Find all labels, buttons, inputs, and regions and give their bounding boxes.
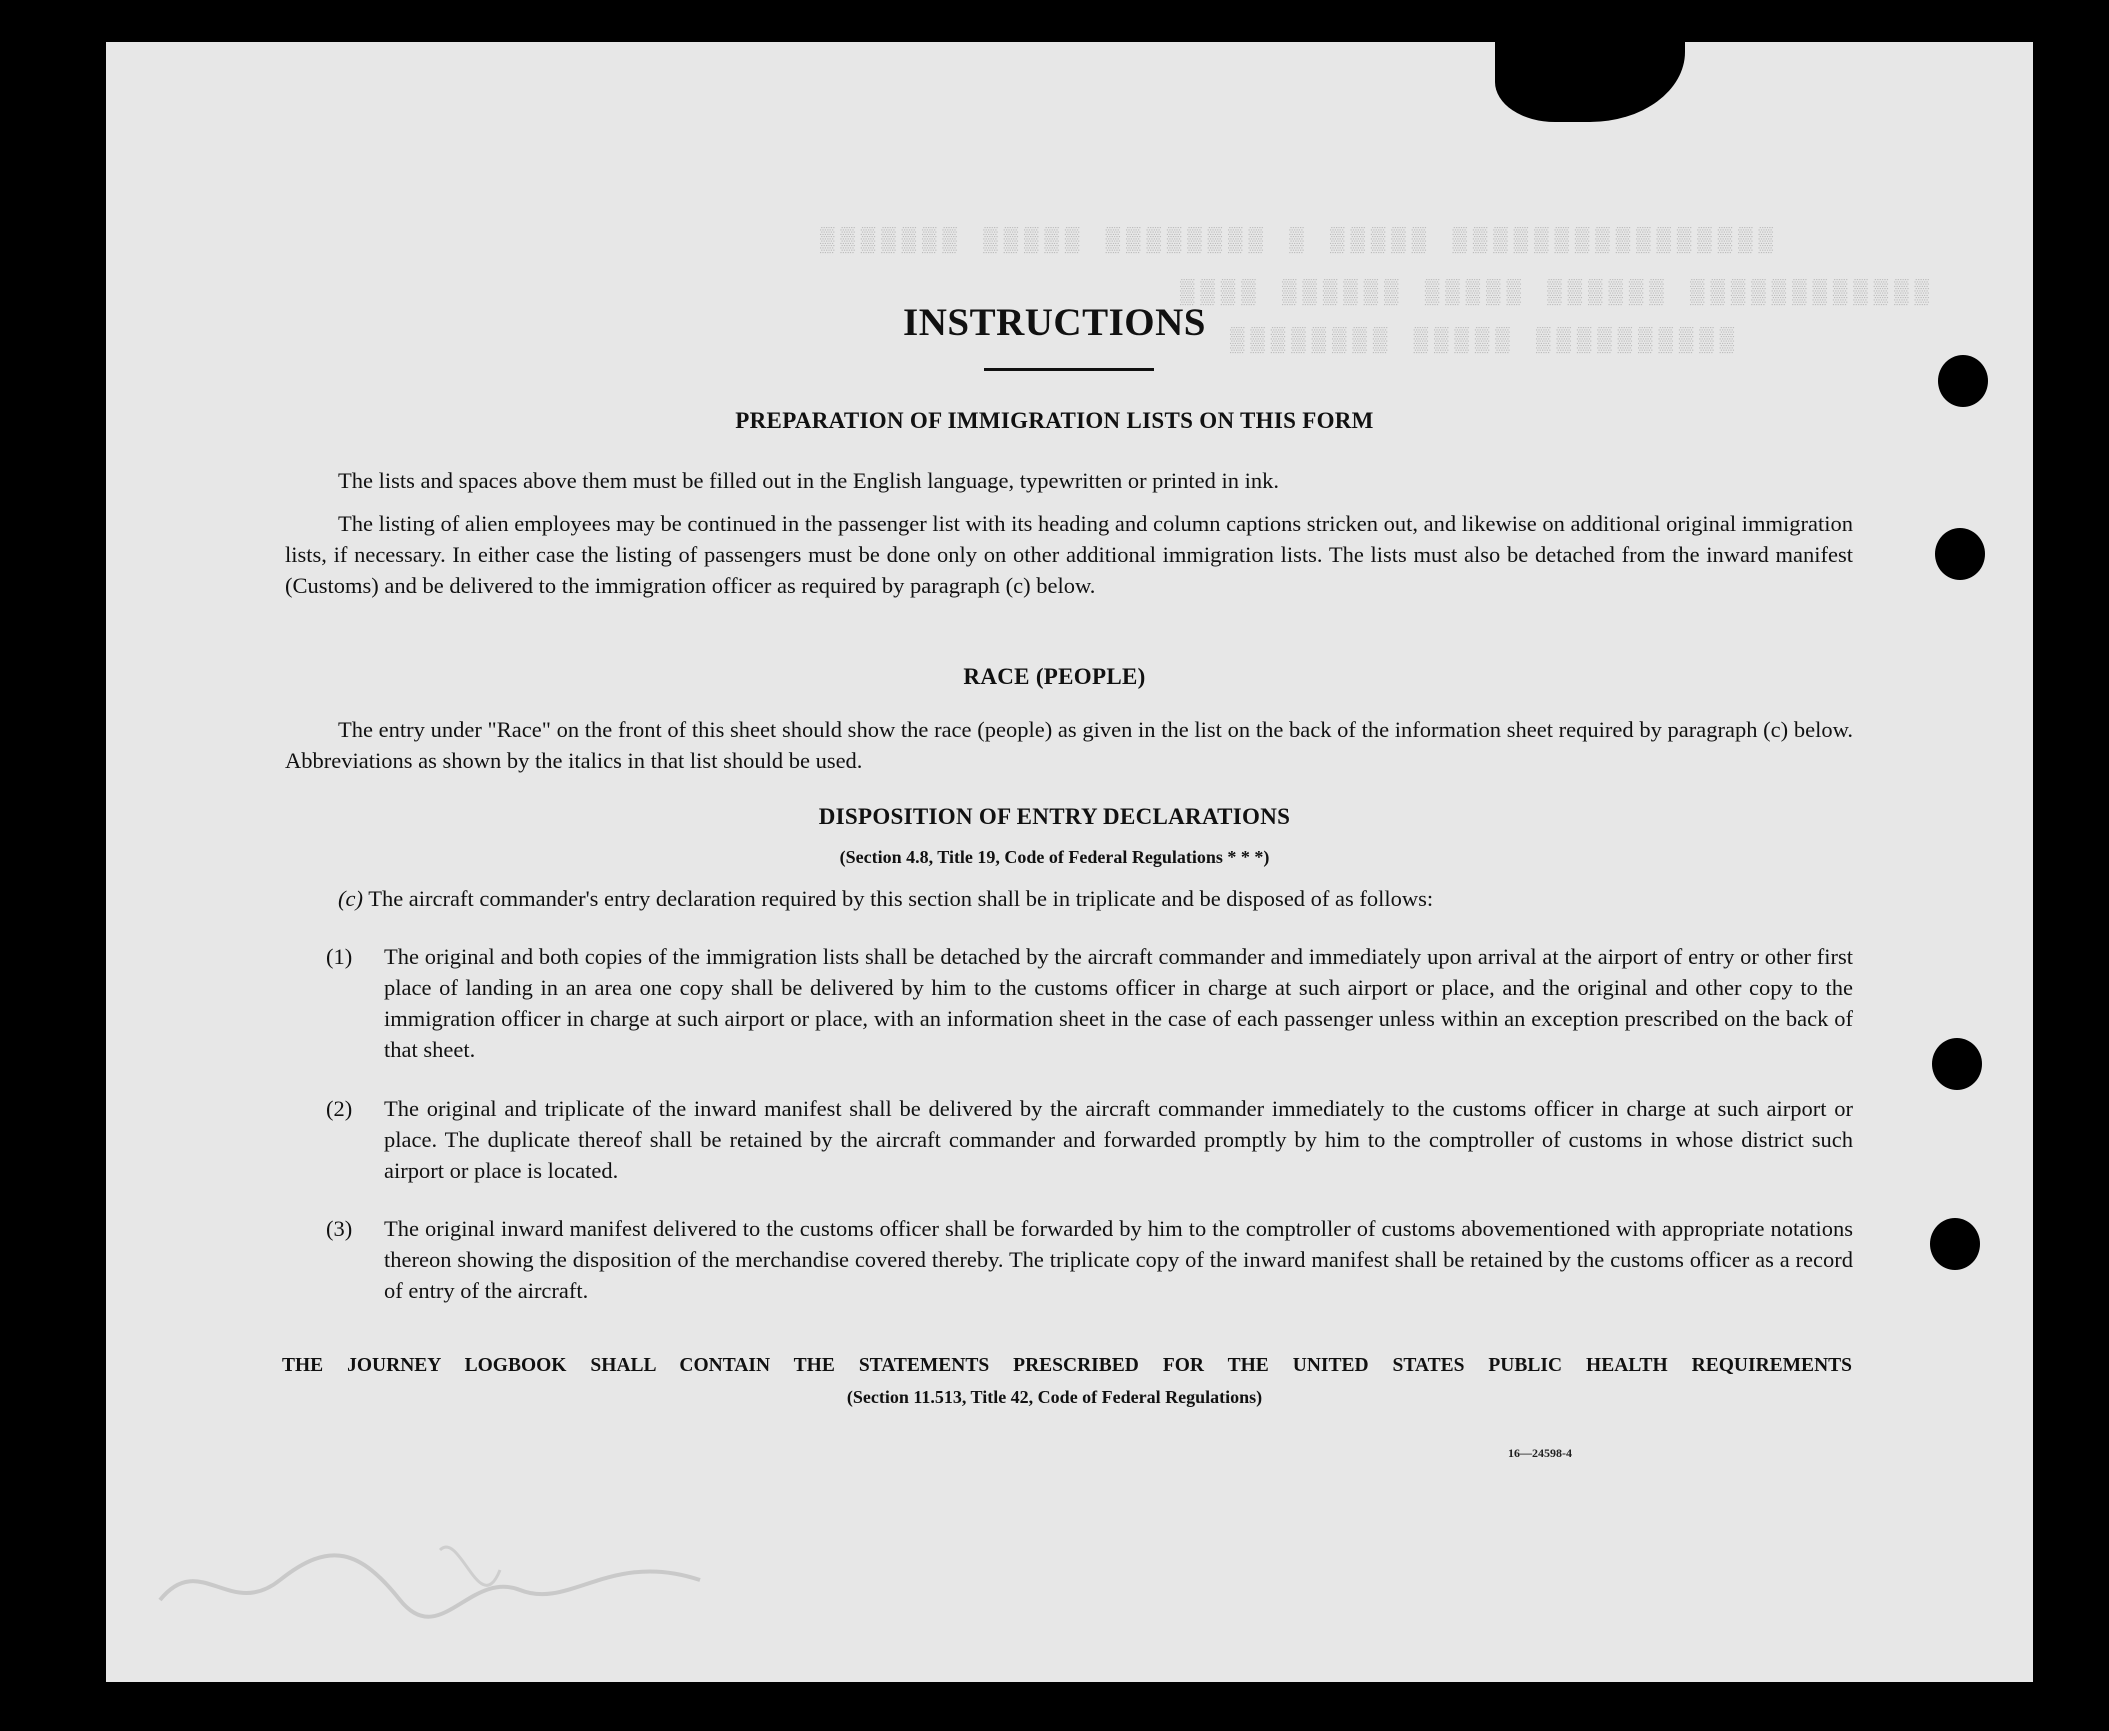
signature-mark [140,1510,740,1640]
race-heading: RACE (PEOPLE) [963,664,1146,689]
punch-hole-2 [1935,528,1985,580]
bleed-through-line-3: ▒▒▒▒▒▒▒▒ ▒▒▒▒▒ ▒▒▒▒▒▒▒▒▒▒ [1230,328,1741,355]
punch-hole-4 [1930,1218,1980,1270]
disposition-item-1 [326,941,1853,1065]
item-number: (3) [326,1216,353,1241]
item-text: The original and both copies of the immigration lists shall be detached by the aircraft commander and immediately upon arrival at the airport of entry or other first place of landing in an area one copy shall be delivered by him to the customs officer in charge at such airport or place, and the original and other copy to the immigration officer in charge at such airport or place, with an information sheet in the case of each passenger unless within an exception prescribed on the back of that sheet. [384,944,1853,1062]
preparation-p2-text: The listing of alien employees may be continued in the passenger list with its heading and column captions stricken out, and likewise on additional original immigration lists, if necessary. In either case the listing of passengers must be done only on other additional immigration lists. The lists must also be detached from the inward manifest (Customs) and be delivered to the immigration officer as required by paragraph (c) below. [285,511,1853,598]
punch-hole-3 [1932,1038,1982,1090]
bleed-through-line-2: ▒▒▒▒ ▒▒▒▒▒▒ ▒▒▒▒▒ ▒▒▒▒▒▒ ▒▒▒▒▒▒▒▒▒▒▒▒ [1180,280,1935,307]
race-paragraph [285,714,1853,776]
preparation-p1-text: The lists and spaces above them must be filled out in the English language, typewritten or printed in ink. [338,468,1280,493]
disposition-item-3 [326,1213,1853,1306]
preparation-heading: PREPARATION OF IMMIGRATION LISTS ON THIS FORM [735,408,1374,433]
preparation-paragraph-2 [285,508,1853,601]
race-p1-text: The entry under "Race" on the front of this sheet should show the race (people) as given in the list on the back of the information sheet required by paragraph (c) below. Abbreviations as shown by the italics in that list should be used. [285,717,1853,773]
form-number: 16—24598-4 [1508,1446,1572,1460]
item-number: (2) [326,1096,353,1121]
item-text: The original and triplicate of the inward manifest shall be delivered by the aircraft commander immediately to the customs officer in charge at such airport or place. The duplicate thereof shall be retained by the aircraft commander and forwarded promptly by him to the comptroller of customs in whose district such airport or place is located. [384,1096,1853,1183]
disposition-item-2 [326,1093,1853,1186]
intro-text: The aircraft commander's entry declaration required by this section shall be in triplicate and be disposed of as follows: [368,886,1434,911]
footer-statement: THE JOURNEY LOGBOOK SHALL CONTAIN THE STATEMENTS PRESCRIBED FOR THE UNITED STATES PUBLIC HEALTH REQUIREMENTS [282,1355,1852,1376]
footer-citation: (Section 11.513, Title 42, Code of Federal Regulations) [846,1387,1263,1407]
title-underline [984,368,1154,371]
page-title: INSTRUCTIONS [903,301,1206,344]
intro-marker: (c) [338,886,363,911]
disposition-citation: (Section 4.8, Title 19, Code of Federal Regulations * * *) [839,847,1270,867]
punch-hole-1 [1938,355,1988,407]
bleed-through-line-1: ▒▒▒▒▒▒▒ ▒▒▒▒▒ ▒▒▒▒▒▒▒▒ ▒ ▒▒▒▒▒ ▒▒▒▒▒▒▒▒▒▒▒▒▒▒▒▒ [820,228,1779,255]
preparation-paragraph-1 [285,465,1853,496]
item-number: (1) [326,944,353,969]
disposition-heading: DISPOSITION OF ENTRY DECLARATIONS [818,804,1291,829]
item-text: The original inward manifest delivered to the customs officer shall be forwarded by him to the comptroller of customs abovementioned with appropriate notations thereon showing the disposition of the merchandise covered thereby. The triplicate copy of the inward manifest shall be retained by the customs officer as a record of entry of the aircraft. [384,1216,1853,1303]
disposition-intro [338,883,1858,914]
